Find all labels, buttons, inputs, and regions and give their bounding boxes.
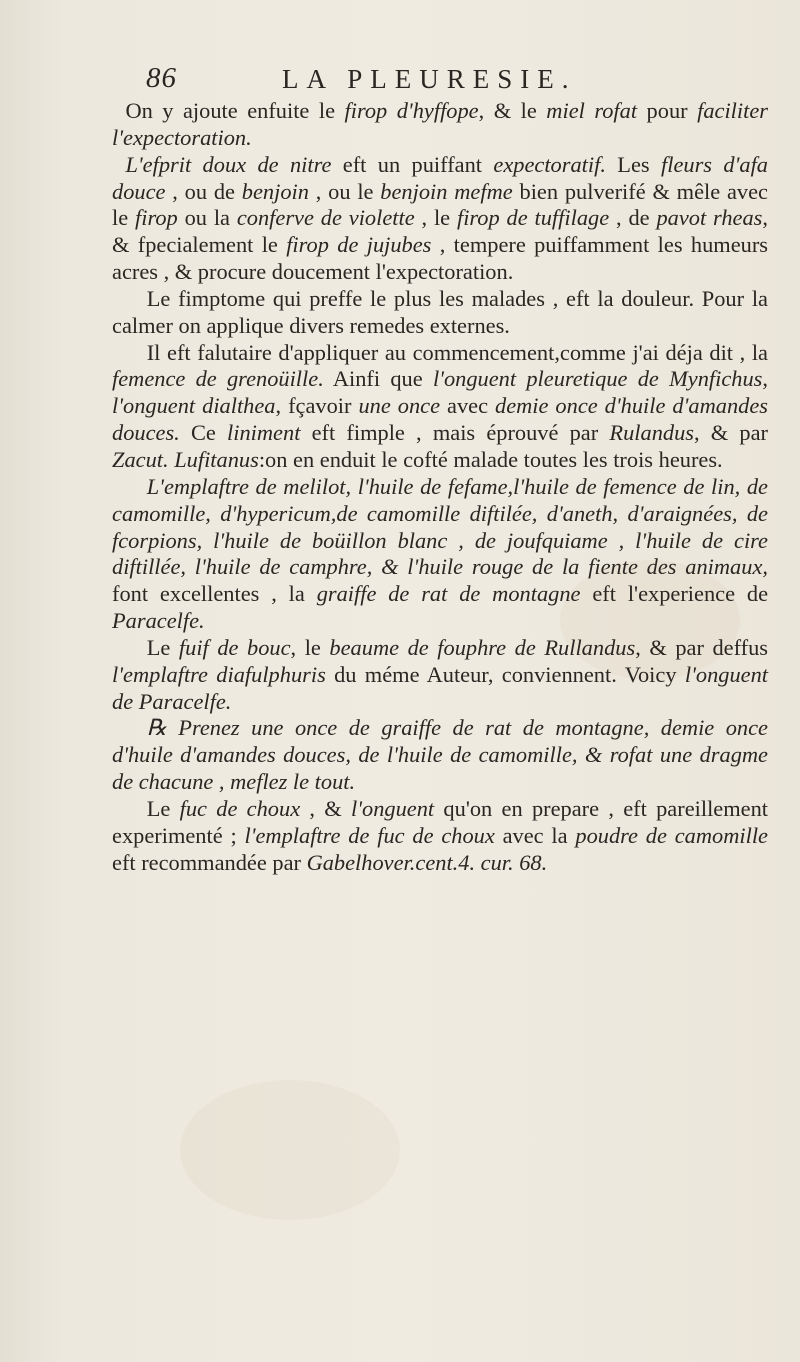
italic-run: firop: [135, 205, 178, 231]
italic-run: liniment: [227, 420, 301, 446]
text-run: eft un puiffant: [331, 151, 494, 177]
paragraph: [112, 796, 768, 877]
text-run: Le: [146, 795, 180, 821]
text-run: Ce: [179, 420, 228, 446]
italic-run: Zacut. Lufitanus: [112, 446, 259, 472]
text-run: , & fpecialement le: [112, 205, 768, 258]
italic-run: l'onguent: [351, 795, 435, 821]
text-run: bien pulverifé & mêle avec le: [112, 178, 768, 231]
italic-run: l'emplaftre diafulphuris: [112, 661, 326, 687]
text-run: , & le: [478, 98, 547, 123]
paragraph: [112, 715, 768, 796]
text-run: du méme Auteur, conviennent. Voicy: [325, 661, 685, 687]
italic-run: l'onguent pleuretique de Mynfichus: [432, 366, 763, 392]
page-header: [146, 62, 766, 102]
text-run: ou la: [177, 205, 237, 231]
text-run: , &: [300, 795, 351, 821]
italic-run: fleurs d'afa douce: [112, 151, 768, 204]
italic-run: fuc de choux: [179, 795, 301, 821]
text-run: , de: [609, 205, 657, 231]
text-run: , le: [290, 634, 330, 660]
italic-run: benjoin mefme: [380, 178, 513, 204]
text-run: qu'on en prepare , eft pareillement experimenté ;: [112, 795, 769, 848]
page-number: 86: [146, 62, 177, 94]
paragraph: [112, 152, 768, 286]
text-run: Les: [605, 151, 662, 177]
italic-run: graiffe de rat de montagne: [316, 581, 581, 607]
italic-run: faciliter l'expectoration.: [112, 98, 768, 150]
italic-run: pavot rheas: [656, 205, 763, 231]
text-run: ,: [762, 366, 769, 392]
paragraph: [112, 340, 768, 474]
text-run: Ainfi que: [323, 366, 433, 392]
italic-run: l'onguent dialthea: [112, 393, 276, 419]
text-run: Il eft falutaire d'appliquer au commencement,comme j'ai déja dit , la: [146, 339, 768, 365]
text-run: Le: [146, 634, 179, 660]
italic-run: Gabelhover.cent.4. cur. 68.: [306, 849, 548, 875]
text-run: , le: [414, 205, 457, 231]
text-run: , tempere puiffamment les humeurs acres , & procure doucement l'expectoration.: [112, 232, 769, 285]
text-run: Le fimptome qui preffe le plus les malades , eft la douleur. Pour la calmer on applique divers remedes externes.: [112, 285, 768, 338]
paragraph: [112, 474, 768, 635]
paragraph: [112, 98, 768, 152]
text-run: avec: [440, 393, 495, 419]
italic-run: poudre de camomille: [575, 822, 768, 848]
italic-run: Rulandus: [609, 420, 694, 446]
paragraph: [112, 286, 768, 340]
italic-run: firop d'hyffope: [344, 98, 479, 123]
italic-run: miel rofat: [546, 98, 638, 123]
italic-run: expectoratif.: [493, 151, 606, 177]
text-run: eft l'experience de: [580, 581, 769, 607]
italic-run: L'emplaftre de melilot, l'huile de fefame,l'huile de femence de lin, de camomille, d'hypericum,de camomille diftilée, d'aneth, d'araignées, de fcorpions, l'huile de boüillon blanc , de joufquiame , l'huile de cire diftillée, l'huile de camphre, & l'huile rouge de la fiente des animaux,: [112, 473, 768, 580]
italic-run: firop de tuffilage: [456, 205, 610, 231]
italic-run: Paracelfe.: [112, 608, 205, 634]
italic-run: firop de jujubes: [286, 232, 432, 258]
paper-stain: [180, 1080, 400, 1220]
italic-run: femence de grenoüille.: [112, 366, 324, 392]
italic-run: beaume de fouphre de Rullandus: [329, 634, 636, 660]
paragraph: [112, 635, 768, 716]
italic-run: conferve de violette: [236, 205, 415, 231]
text-run: , fçavoir: [275, 393, 359, 419]
text-run: avec la: [494, 822, 576, 848]
text-run: On y ajoute enfuite le: [125, 98, 345, 123]
text-run: font excellentes , la: [112, 581, 317, 607]
text-run: eft recommandée par: [112, 849, 307, 875]
italic-run: l'onguent de Paracelfe.: [112, 661, 769, 714]
italic-run: benjoin: [241, 178, 309, 204]
body-text: [112, 98, 768, 876]
text-run: , ou le: [308, 178, 381, 204]
text-run: , ou de: [165, 178, 242, 204]
italic-run: fuif de bouc: [178, 634, 291, 660]
text-run: :on en enduit le cofté malade toutes les trois heures.: [258, 446, 723, 472]
italic-run: ℞ Prenez une once de graiffe de rat de montagne, demie once d'huile d'amandes douces, de l'huile de camomille, & rofat une dragme de chacune , meflez le tout.: [112, 715, 768, 795]
text-run: eft fimple , mais éprouvé par: [300, 420, 610, 446]
running-title: LA PLEURESIE.: [282, 64, 577, 94]
text-run: , & par: [694, 420, 768, 446]
italic-run: L'efprit doux de nitre: [125, 151, 332, 177]
italic-run: l'emplaftre de fuc de choux: [244, 822, 495, 848]
italic-run: demie once d'huile d'amandes douces.: [112, 393, 768, 446]
text-run: , & par deffus: [635, 634, 769, 660]
text-run: pour: [637, 98, 698, 123]
italic-run: une once: [358, 393, 441, 419]
